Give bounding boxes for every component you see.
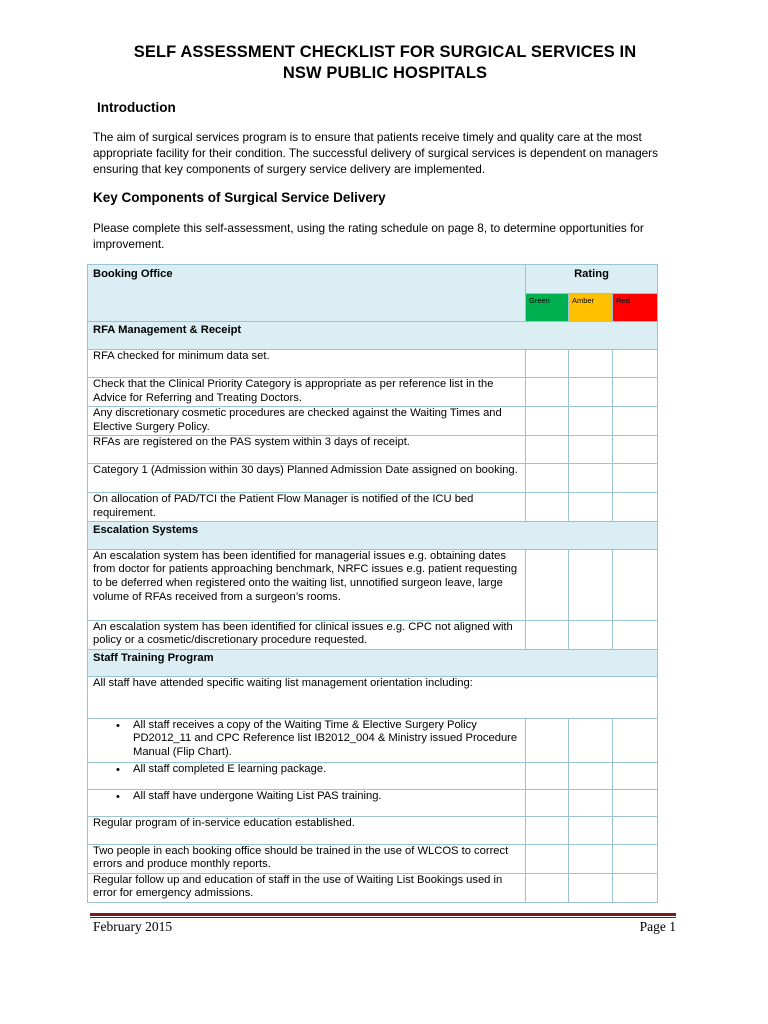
- green-rating-cell[interactable]: [526, 436, 569, 464]
- amber-rating-cell[interactable]: [569, 464, 613, 493]
- checklist-item: On allocation of PAD/TCI the Patient Flow Manager is notified of the ICU bed requirement.: [88, 493, 526, 522]
- amber-rating-cell[interactable]: [569, 620, 613, 649]
- green-rating-cell[interactable]: [526, 493, 569, 522]
- amber-rating-cell[interactable]: [569, 789, 613, 816]
- green-rating-cell[interactable]: [526, 718, 569, 762]
- footer-rule-thin: [90, 917, 676, 918]
- checklist-item: Regular program of in-service education established.: [88, 816, 526, 844]
- checklist-item: RFAs are registered on the PAS system within 3 days of receipt.: [88, 436, 526, 464]
- bullet-icon: •: [116, 790, 120, 803]
- amber-rating-cell[interactable]: [569, 816, 613, 844]
- rating-green-swatch: Green: [526, 294, 569, 322]
- amber-rating-cell[interactable]: [569, 762, 613, 789]
- amber-rating-cell[interactable]: [569, 549, 613, 620]
- red-rating-cell[interactable]: [613, 718, 658, 762]
- document-title: [80, 42, 690, 84]
- red-rating-cell[interactable]: [613, 762, 658, 789]
- introduction-paragraph: The aim of surgical services program is to ensure that patients receive timely and quality care at the most appropriate facility for their condition. The successful delivery of surgical services is dependent on managers ensuring that key components of surgery service delivery are implemented.: [93, 130, 659, 176]
- red-rating-cell[interactable]: [613, 493, 658, 522]
- amber-rating-cell[interactable]: [569, 844, 613, 873]
- amber-rating-cell[interactable]: [569, 350, 613, 378]
- bullet-text: All staff completed E learning package.: [133, 762, 327, 775]
- green-rating-cell[interactable]: [526, 350, 569, 378]
- bullet-item: [88, 789, 526, 816]
- red-rating-cell[interactable]: [613, 378, 658, 407]
- red-rating-cell[interactable]: [613, 816, 658, 844]
- red-rating-cell[interactable]: [613, 873, 658, 902]
- bullet-text: All staff have undergone Waiting List PAS training.: [133, 789, 382, 802]
- amber-rating-cell[interactable]: [569, 407, 613, 436]
- checklist-item: RFA checked for minimum data set.: [88, 350, 526, 378]
- green-rating-cell[interactable]: [526, 816, 569, 844]
- green-rating-cell[interactable]: [526, 464, 569, 493]
- title-line-2: NSW PUBLIC HOSPITALS: [282, 64, 488, 82]
- booking-office-header: Booking Office: [88, 265, 526, 322]
- rating-red-swatch: Red: [613, 294, 658, 322]
- introduction-heading: Introduction: [97, 100, 176, 115]
- checklist-item: Category 1 (Admission within 30 days) Planned Admission Date assigned on booking.: [88, 464, 526, 493]
- amber-rating-cell[interactable]: [569, 493, 613, 522]
- checklist-item: Check that the Clinical Priority Category is appropriate as per reference list in the Advice for Referring and Treating Doctors.: [88, 378, 526, 407]
- checklist-item: Any discretionary cosmetic procedures are checked against the Waiting Times and Elective Surgery Policy.: [88, 407, 526, 436]
- bullet-icon: •: [116, 763, 120, 776]
- red-rating-cell[interactable]: [613, 620, 658, 649]
- bullet-icon: •: [116, 719, 120, 732]
- checklist-table: [87, 264, 658, 903]
- footer-page-number: Page 1: [639, 919, 676, 934]
- red-rating-cell[interactable]: [613, 350, 658, 378]
- green-rating-cell[interactable]: [526, 789, 569, 816]
- red-rating-cell[interactable]: [613, 407, 658, 436]
- section-heading: Staff Training Program: [88, 649, 658, 676]
- key-components-paragraph: Please complete this self-assessment, using the rating schedule on page 8, to determine opportunities for improvement.: [93, 221, 644, 251]
- rating-amber-swatch: Amber: [569, 294, 613, 322]
- footer-date: February 2015: [93, 919, 173, 934]
- red-rating-cell[interactable]: [613, 789, 658, 816]
- section-heading: RFA Management & Receipt: [88, 322, 658, 350]
- amber-rating-cell[interactable]: [569, 873, 613, 902]
- checklist-item: An escalation system has been identified for managerial issues e.g. obtaining dates from doctor for patients approaching benchmark, NRFC issues e.g. patient requesting to be deferred when registered onto the waiting list, unnotified surgeon leave, large volume of RFAs received from a surgeon’s rooms.: [88, 549, 526, 620]
- checklist-item: An escalation system has been identified for clinical issues e.g. CPC not aligned with policy or a cosmetic/discretionary procedure requested.: [88, 620, 526, 649]
- section-heading: Escalation Systems: [88, 521, 658, 549]
- amber-rating-cell[interactable]: [569, 378, 613, 407]
- green-rating-cell[interactable]: [526, 762, 569, 789]
- green-rating-cell[interactable]: [526, 407, 569, 436]
- red-rating-cell[interactable]: [613, 464, 658, 493]
- red-rating-cell[interactable]: [613, 436, 658, 464]
- amber-rating-cell[interactable]: [569, 436, 613, 464]
- green-rating-cell[interactable]: [526, 873, 569, 902]
- green-rating-cell[interactable]: [526, 620, 569, 649]
- checklist-item: Two people in each booking office should be trained in the use of WLCOS to correct errors and produce monthly reports.: [88, 844, 526, 873]
- rating-header: Rating: [526, 265, 658, 294]
- amber-rating-cell[interactable]: [569, 718, 613, 762]
- checklist-item: Regular follow up and education of staff in the use of Waiting List Bookings used in error for emergency admissions.: [88, 873, 526, 902]
- red-rating-cell[interactable]: [613, 844, 658, 873]
- green-rating-cell[interactable]: [526, 844, 569, 873]
- footer-rule-thick: [90, 913, 676, 916]
- training-intro: All staff have attended specific waiting list management orientation including:: [88, 676, 658, 718]
- green-rating-cell[interactable]: [526, 378, 569, 407]
- title-line-1: SELF ASSESSMENT CHECKLIST FOR SURGICAL SERVICES IN: [133, 43, 637, 61]
- red-rating-cell[interactable]: [613, 549, 658, 620]
- key-components-heading: Key Components of Surgical Service Delivery: [93, 190, 386, 205]
- bullet-item: [88, 762, 526, 789]
- green-rating-cell[interactable]: [526, 549, 569, 620]
- bullet-item: [88, 718, 526, 762]
- bullet-text: All staff receives a copy of the Waiting Time & Elective Surgery Policy PD2012_11 and CPC Reference list IB2012_004 & Ministry issued Procedure Manual (Flip Chart).: [133, 718, 518, 759]
